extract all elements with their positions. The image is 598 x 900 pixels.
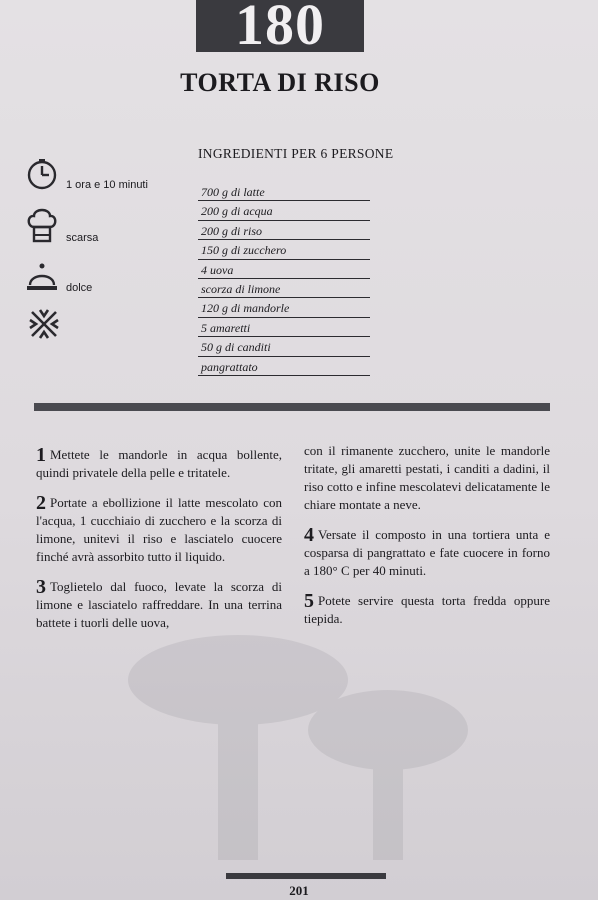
ingredient-item: 5 amaretti [198,318,370,337]
step-number: 2 [36,492,46,514]
page-number: 201 [289,883,309,898]
step-text: con il rimanente zucchero, unite le mandorle tritate, gli amaretti pestati, i canditi a dadini, il riso cotto e infine mescolatevi delicatamente le chiare montate a neve. [304,443,550,512]
clock-icon [26,158,58,192]
step-4 [304,526,550,580]
course-info [26,260,92,294]
recipe-number: 180 [196,0,364,52]
step-3-continued [304,442,550,514]
step-number: 4 [304,524,314,546]
step-5 [304,592,550,628]
step-1 [36,446,282,482]
chef-hat-icon [26,205,58,245]
section-divider [34,403,550,411]
ingredient-item: 700 g di latte [198,182,370,201]
course-label: dolce [66,282,93,294]
time-label: 1 ora e 10 minuti [66,179,148,191]
step-text: Toglietelo dal fuoco, levate la scorza di limone e lasciatelo raffreddare. In una terrina battete i tuorli delle uova, [36,579,282,630]
season-info [26,306,62,342]
steps-left-column [36,446,282,644]
background-illustration [118,620,478,860]
ingredient-item: 200 g di acqua [198,201,370,220]
step-text: Versate il composto in una tortiera unta e cosparsa di pangrattato e fate cuocere in forno a 180° C per 40 minuti. [304,527,550,578]
step-text: Portate a ebollizione il latte mescolato con l'acqua, 1 cucchiaio di zucchero e la scorza di limone, unitevi il riso e lasciatelo cuocere finché avrà assorbito tutto il liquido. [36,495,282,564]
step-text: Mettete le mandorle in acqua bollente, quindi privatele della pelle e tritatele. [36,447,282,480]
ingredients-list [198,182,370,376]
step-number: 1 [36,444,46,466]
steps-right-column [304,442,550,640]
step-3 [36,578,282,632]
difficulty-info [26,205,98,245]
step-text: Potete servire questa torta fredda oppure tiepida. [304,593,550,626]
ingredient-item: 120 g di mandorle [198,298,370,317]
cloche-icon [26,261,58,293]
step-2 [36,494,282,566]
ingredient-item: 50 g di canditi [198,337,370,356]
snowflake-icon [26,306,62,342]
time-info [26,158,148,192]
ingredients-heading: INGREDIENTI PER 6 PERSONE [198,146,394,161]
ingredient-item: 4 uova [198,260,370,279]
ingredient-item: pangrattato [198,357,370,376]
ingredient-item: 150 g di zucchero [198,240,370,259]
ingredient-item: scorza di limone [198,279,370,298]
step-number: 5 [304,590,314,612]
difficulty-label: scarsa [66,232,99,244]
ingredient-item: 200 g di riso [198,221,370,240]
footer-bar [226,873,386,879]
recipe-title: TORTA DI RISO [180,68,380,97]
step-number: 3 [36,576,46,598]
